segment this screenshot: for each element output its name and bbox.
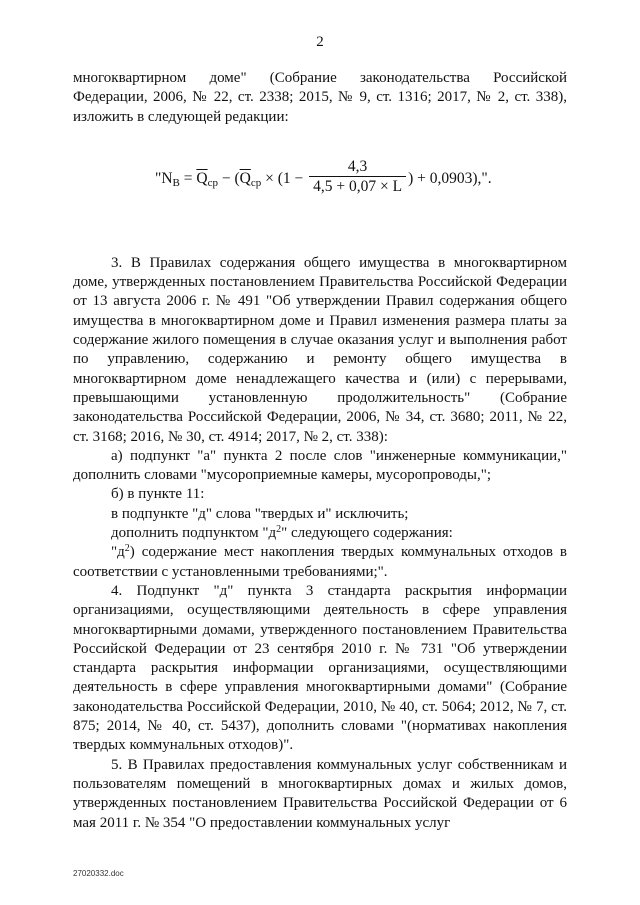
formula-tail: ) + 0,0903),". (408, 169, 492, 187)
item-3b-3-text-post: ) содержание мест накопления твердых коммунальных отходов в соответствии с установленными требованиями;". (73, 544, 567, 580)
document-body (73, 69, 567, 833)
formula-q1: $\overline{Q}$ (196, 169, 208, 187)
fraction-numerator: 4,3 (347, 157, 368, 175)
paragraph-intro: многоквартирном доме" (Собрание законодательства Российской Федерации, 2006, № 22, ст. 2338; 2015, № 9, ст. 1316; 2017, № 2, ст. 338), изложить в следующей редакции: (73, 70, 567, 125)
formula-expression (155, 157, 492, 199)
file-name-footer: 27020332.doc (73, 869, 124, 878)
paragraph-item-3b-3 (73, 543, 567, 582)
formula-times-open: × (1 − (261, 169, 308, 187)
paragraph-item-3b: б) в пункте 11: (111, 486, 205, 503)
item-3b-2-text-post: " следующего содержания: (281, 525, 453, 542)
formula (73, 141, 567, 199)
fraction-denominator: 4,5 + 0,07 × L (309, 176, 406, 197)
paragraph-item-5: 5. В Правилах предоставления коммунальных услуг собственникам и пользователям помещений в многоквартирных домах и жилых домов, утвержденных постановлением Правительства Российской Федерации от 6 мая 2011 г. № 354 "О предоставлении коммунальных услуг (73, 756, 567, 831)
formula-open-quote: " (155, 169, 162, 187)
formula-q2: $\overline{Q}$ (239, 169, 251, 187)
paragraph-item-3a: а) подпункт "а" пункта 2 после слов "инженерные коммуникации," дополнить словами "мусороприемные камеры, мусоропроводы,"; (73, 447, 567, 484)
formula-minus-open: − ( (217, 169, 240, 187)
item-3b-3-superscript: 2 (124, 543, 130, 555)
formula-n-subscript: B (172, 176, 180, 189)
item-3b-2-text-pre: дополнить подпунктом "д (111, 525, 277, 542)
paragraph-item-4: 4. Подпункт "д" пункта 3 стандарта раскрытия информации организациями, осуществляющими деятельность в сфере управления многоквартирными домами, утвержденного постановлением Правительства Российской Федерации от 23 сентября 2010 г. № 731 "Об утверждении стандарта раскрытия информации организациями, осуществляющими деятельность в сфере управления многоквартирными домами" (Собрание законодательства Российской Федерации, 2010, № 40, ст. 5064; 2012, № 7, ст. 875; 2014, № 40, ст. 5437), дополнить словами "(нормативах накопления твердых коммунальных отходов)". (73, 582, 567, 754)
paragraph-item-3: 3. В Правилах содержания общего имущества в многоквартирном доме, утвержденных постановлением Правительства Российской Федерации от 13 августа 2006 г. № 491 "Об утверждении Правил содержания общего имущества в многоквартирном доме и Правил изменения размера платы за содержание жилого помещения в случае оказания услуг и выполнения работ по управлению, содержанию и ремонту общего имущества в многоквартирном доме ненадлежащего качества и (или) с перерывами, превышающими установленную продолжительность" (Собрание законодательства Российской Федерации, 2006, № 34, ст. 3680; 2011, № 22, ст. 3168; 2016, № 30, ст. 4914; 2017, № 2, ст. 338): (73, 254, 567, 445)
formula-fraction (309, 158, 406, 197)
formula-equals: = (179, 169, 197, 187)
paragraph-item-3b-2 (73, 524, 567, 543)
formula-n: N (161, 169, 173, 187)
formula-q2-subscript: ср (250, 176, 262, 189)
formula-q1-subscript: ср (207, 176, 218, 189)
item-3b-3-text-pre: "д (111, 544, 125, 561)
item-3b-2-superscript: 2 (276, 524, 282, 536)
paragraph-item-3b-1: в подпункте "д" слова "твердых и" исключить; (111, 505, 409, 522)
page-number: 2 (316, 34, 324, 50)
